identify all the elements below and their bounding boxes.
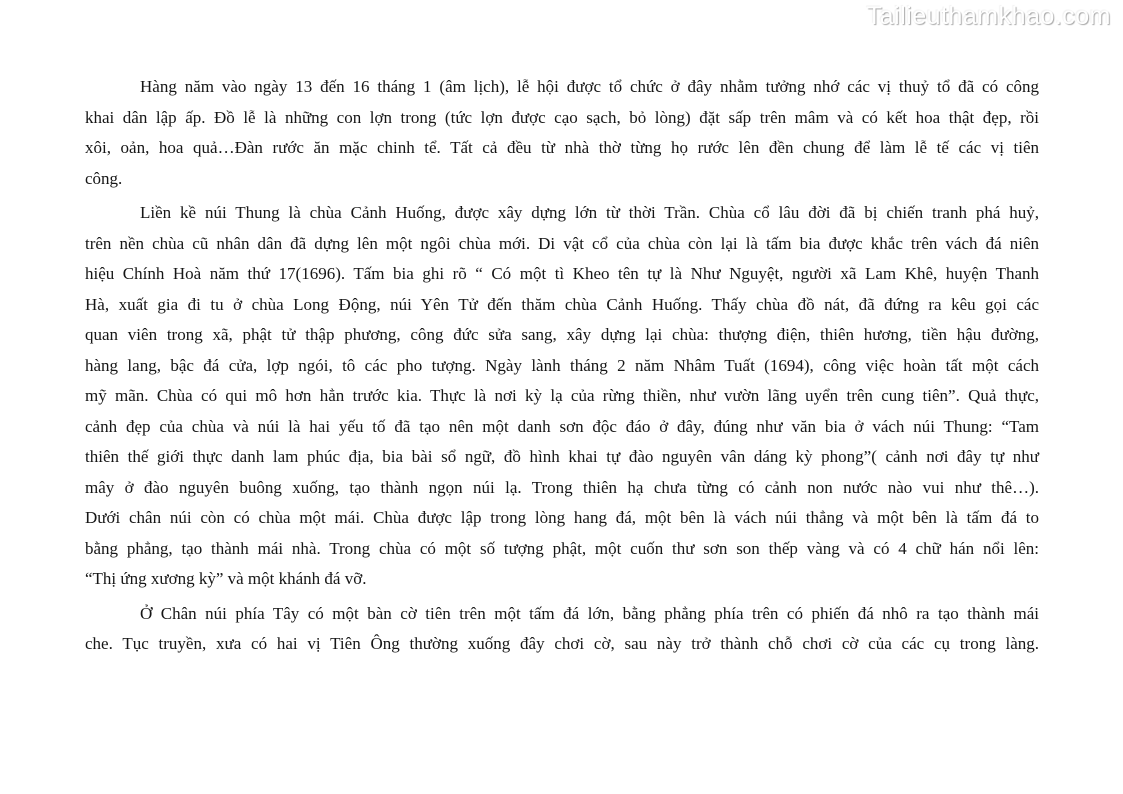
text-line: mây ở đào nguyên buông xuống, tạo thành ngọn núi lạ. Trong thiên hạ chưa từng có cảnh non nước nào vui như thê…).	[85, 477, 1039, 497]
text-line: Ở Chân núi phía Tây có một bàn cờ tiên trên một tấm đá lớn, bằng phẳng phía trên có phiến đá nhô ra tạo thành mái	[140, 603, 1039, 623]
text-line: thiên thế giới thực danh lam phúc địa, bia bài sổ ngữ, đồ hình khai tự đào nguyên vân dáng kỳ phong”( cảnh nơi đây tự như	[85, 447, 1039, 466]
text-line: Hà, xuất gia đi tu ở chùa Long Động, núi Yên Tử đến thăm chùa Cảnh Huống. Thấy chùa đồ nát, đã đứng ra kêu gọi các	[85, 294, 1039, 314]
paragraph	[85, 72, 1039, 194]
text-line: bằng phẳng, tạo thành mái nhà. Trong chùa có một số tượng phật, một cuốn thư sơn son thếp vàng và có 4 chữ hán nổi lên:	[85, 538, 1039, 558]
text-line: xôi, oản, hoa quả…Đàn rước ăn mặc chinh tể. Tất cả đều từ nhà thờ từng họ rước lên đền chung để làm lễ tế các vị tiên	[85, 138, 1039, 157]
text-line: công.	[85, 168, 123, 188]
text-line: hàng lang, bậc đá cửa, lợp ngói, tô các pho tượng. Ngày lành tháng 2 năm Nhâm Tuất (1694), công việc hoàn tất một cách	[85, 355, 1039, 375]
text-line: Hàng năm vào ngày 13 đến 16 tháng 1 (âm lịch), lễ hội được tổ chức ở đây nhằm tưởng nhớ các vị thuỷ tổ đã có công	[140, 77, 1039, 96]
text-line: Liền kề núi Thung là chùa Cảnh Huống, được xây dựng lớn từ thời Trần. Chùa cổ lâu đời đã bị chiến tranh phá huỷ,	[140, 203, 1039, 222]
paragraph	[85, 198, 1039, 595]
text-line: hiệu Chính Hoà năm thứ 17(1696). Tấm bia ghi rõ “ Có một tì Kheo tên tự là Như Nguyệt, người xã Lam Khê, huyện Thanh	[85, 264, 1039, 283]
text-line: “Thị ứng xương kỳ” và một khánh đá vỡ.	[85, 569, 367, 588]
text-line: quan viên trong xã, phật tử thập phương, công đức sửa sang, xây dựng lại chùa: thượng điện, thiên hương, tiền hậu đường,	[85, 325, 1039, 344]
paragraph	[85, 599, 1039, 660]
text-line: mỹ mãn. Chùa có qui mô hơn hẳn trước kia. Thực là nơi kỳ lạ của rừng thiền, như vườn lãng uyển trên cung tiên”. Quả thực,	[85, 386, 1039, 405]
text-line: che. Tục truyền, xưa có hai vị Tiên Ông thường xuống đây chơi cờ, sau này trở thành chỗ chơi cờ của các cụ trong làng.	[85, 634, 1039, 653]
text-line: khai dân lập ấp. Đồ lễ là những con lợn trong (tức lợn được cạo sạch, bỏ lòng) đặt sấp trên mâm và có kết hoa thật đẹp, rồi	[85, 107, 1039, 127]
text-line: Dưới chân núi còn có chùa một mái. Chùa được lập trong lòng hang đá, một bên là vách núi thẳng và một bên là tấm đá to	[85, 508, 1039, 527]
watermark-text: Tailieuthamkhao.com	[866, 2, 1111, 30]
document-body	[85, 72, 1039, 660]
text-line: cảnh đẹp của chùa và núi là hai yếu tố đã tạo nên một danh sơn độc đáo ở đây, đúng như văn bia ở vách núi Thung: “Tam	[85, 416, 1039, 436]
text-line: trên nền chùa cũ nhân dân đã dựng lên một ngôi chùa mới. Di vật cổ của chùa còn lại là tấm bia được khắc trên vách đá niên	[85, 233, 1039, 253]
